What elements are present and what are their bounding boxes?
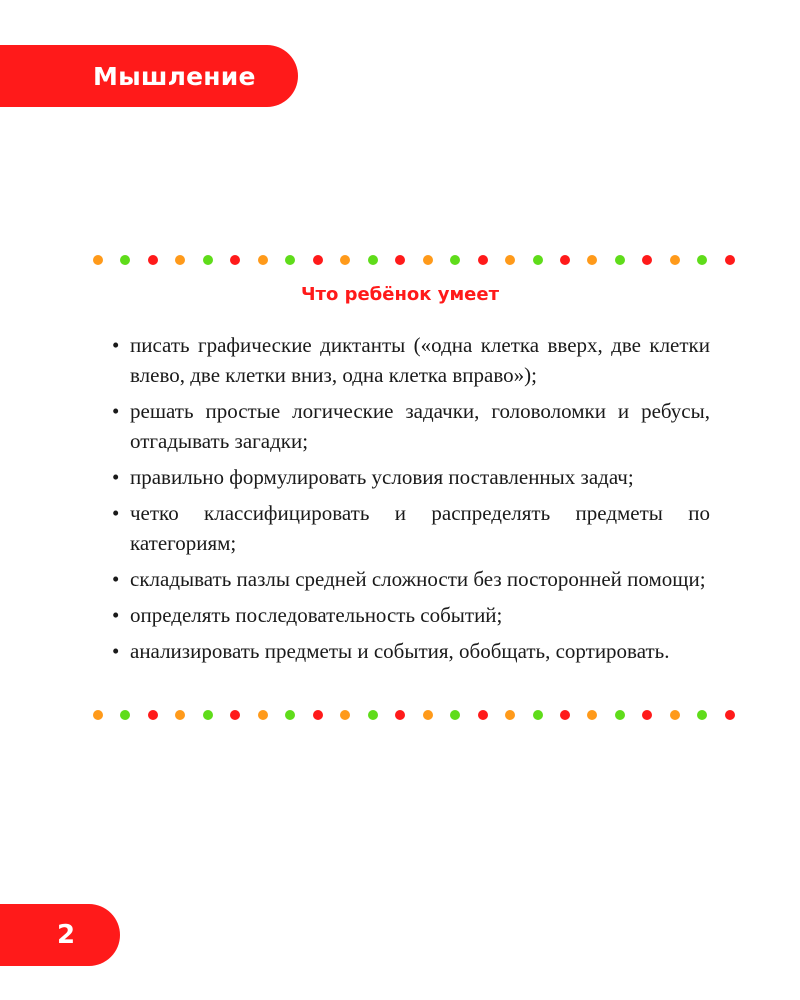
divider-dot: [368, 255, 378, 265]
bullet: •: [112, 465, 120, 489]
divider-dot: [203, 710, 213, 720]
divider-dot: [725, 255, 735, 265]
divider-dot: [230, 255, 240, 265]
skills-list: [112, 330, 710, 666]
list-item-text: правильно формулировать условия поставленных задач;: [130, 465, 634, 489]
divider-dot: [285, 255, 295, 265]
divider-dot: [340, 255, 350, 265]
list-item-text: складывать пазлы средней сложности без посторонней помощи;: [130, 567, 706, 591]
divider-dot: [478, 710, 488, 720]
bullet: •: [112, 399, 120, 423]
divider-dot: [450, 710, 460, 720]
list-item-text: четко классифицировать и распределять предметы по категориям;: [130, 501, 710, 555]
list-item: [112, 564, 710, 594]
divider-dot: [120, 710, 130, 720]
divider-dot: [313, 255, 323, 265]
divider-dot: [533, 255, 543, 265]
divider-dot: [587, 710, 597, 720]
bullet: •: [112, 333, 120, 357]
divider-dot: [258, 710, 268, 720]
divider-dot: [615, 710, 625, 720]
divider-dot: [697, 710, 707, 720]
divider-dot: [505, 255, 515, 265]
list-item: [112, 396, 710, 456]
divider-dot: [697, 255, 707, 265]
top-dot-divider: [93, 254, 735, 266]
divider-dot: [175, 255, 185, 265]
divider-dot: [560, 255, 570, 265]
divider-dot: [93, 710, 103, 720]
bullet: •: [112, 567, 120, 591]
bottom-dot-divider: [93, 709, 735, 721]
divider-dot: [148, 710, 158, 720]
divider-dot: [615, 255, 625, 265]
divider-dot: [203, 255, 213, 265]
divider-dot: [587, 255, 597, 265]
list-item: [112, 600, 710, 630]
divider-dot: [478, 255, 488, 265]
divider-dot: [368, 710, 378, 720]
divider-dot: [230, 710, 240, 720]
divider-dot: [533, 710, 543, 720]
list-item-text: анализировать предметы и события, обобщать, сортировать.: [130, 639, 670, 663]
divider-dot: [285, 710, 295, 720]
divider-dot: [340, 710, 350, 720]
list-item: [112, 498, 710, 558]
divider-dot: [670, 710, 680, 720]
divider-dot: [120, 255, 130, 265]
subtitle: Что ребёнок умеет: [300, 284, 500, 305]
list-item-text: писать графические диктанты («одна клетка вверх, две клетки влево, две клетки вниз, одна клетка вправо»);: [130, 333, 710, 387]
bullet: •: [112, 639, 120, 663]
bullet: •: [112, 501, 120, 525]
list-item-text: решать простые логические задачки, головоломки и ребусы, отгадывать загадки;: [130, 399, 710, 453]
divider-dot: [642, 255, 652, 265]
section-title: Мышление: [93, 61, 256, 91]
divider-dot: [313, 710, 323, 720]
section-title-tab: [0, 45, 298, 107]
divider-dot: [642, 710, 652, 720]
page-number: 2: [57, 920, 76, 950]
bullet: •: [112, 603, 120, 627]
divider-dot: [93, 255, 103, 265]
divider-dot: [423, 255, 433, 265]
divider-dot: [175, 710, 185, 720]
divider-dot: [560, 710, 570, 720]
page-number-tab: [0, 904, 120, 966]
divider-dot: [450, 255, 460, 265]
divider-dot: [725, 710, 735, 720]
list-item: [112, 330, 710, 390]
list-item-text: определять последовательность событий;: [130, 603, 503, 627]
divider-dot: [395, 255, 405, 265]
divider-dot: [258, 255, 268, 265]
divider-dot: [505, 710, 515, 720]
list-item: [112, 462, 710, 492]
divider-dot: [395, 710, 405, 720]
divider-dot: [148, 255, 158, 265]
list-item: [112, 636, 710, 666]
divider-dot: [423, 710, 433, 720]
divider-dot: [670, 255, 680, 265]
